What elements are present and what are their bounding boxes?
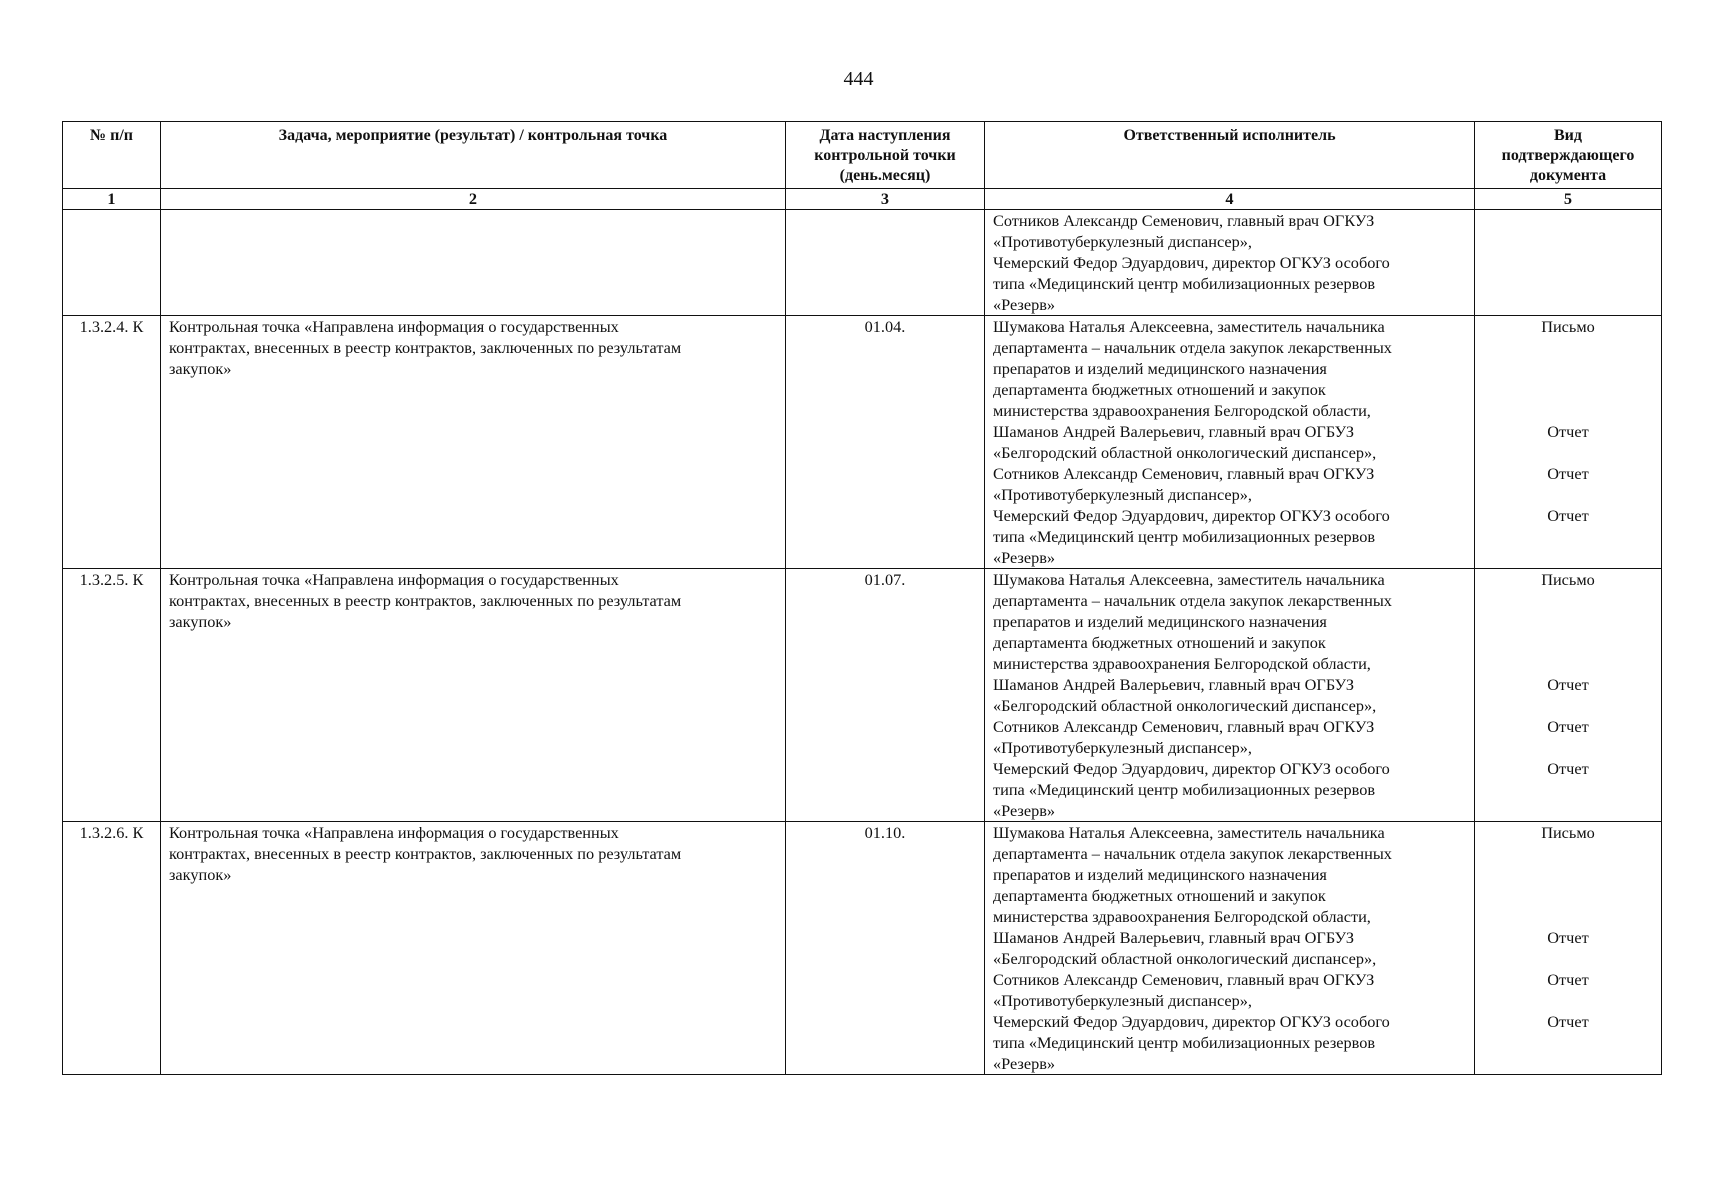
header-document-line: Вид (1554, 127, 1582, 144)
header-document-line: документа (1529, 167, 1607, 184)
executor-line: «Противотуберкулезный диспансер», (993, 738, 1252, 757)
document-type: Отчет (1547, 1012, 1589, 1031)
executor-line: «Белгородский областной онкологический диспансер», (993, 949, 1377, 968)
task-line: Контрольная точка «Направлена информация о государственных (169, 823, 619, 842)
header-row (63, 122, 1662, 189)
header-date (786, 122, 985, 189)
document-type: Письмо (1541, 823, 1595, 842)
column-number: 3 (786, 189, 985, 210)
executor-line: Шумакова Наталья Алексеевна, заместитель начальника (993, 570, 1385, 589)
document-type: Письмо (1541, 317, 1595, 336)
task-line: закупок» (169, 359, 232, 378)
document-type: Отчет (1547, 970, 1589, 989)
executor-line: департамента – начальник отдела закупок лекарственных (993, 338, 1392, 357)
page-number: 444 (843, 68, 874, 90)
cell-date (786, 210, 985, 316)
cell-task (161, 822, 786, 1075)
cell-number: 1.3.2.5. К (63, 569, 161, 822)
cell-number (63, 210, 161, 316)
header-executor: Ответственный исполнитель (985, 122, 1475, 189)
document-type (1483, 611, 1653, 632)
task-line: контрактах, внесенных в реестр контрактов, заключенных по результатам (169, 338, 682, 357)
header-document (1475, 122, 1662, 189)
cell-date: 01.10. (786, 822, 985, 1075)
document-type (1483, 948, 1653, 969)
control-points-table (62, 121, 1662, 1075)
executor-line: «Резерв» (993, 548, 1056, 567)
document-type (1483, 653, 1653, 674)
executor-line: министерства здравоохранения Белгородской области, (993, 907, 1371, 926)
document-type (1483, 442, 1653, 463)
cell-task (161, 316, 786, 569)
executor-line: Шаманов Андрей Валерьевич, главный врач ОГБУЗ (993, 675, 1355, 694)
executor-line: Сотников Александр Семенович, главный врач ОГКУЗ (993, 211, 1375, 230)
cell-task (161, 569, 786, 822)
document-type: Отчет (1547, 464, 1589, 483)
task-line: Контрольная точка «Направлена информация о государственных (169, 317, 619, 336)
executor-line: департамента – начальник отдела закупок лекарственных (993, 591, 1392, 610)
header-task: Задача, мероприятие (результат) / контрольная точка (161, 122, 786, 189)
table-row (63, 822, 1662, 1075)
executor-line: «Резерв» (993, 295, 1056, 314)
task-line: Контрольная точка «Направлена информация о государственных (169, 570, 619, 589)
column-number: 1 (63, 189, 161, 210)
executor-line: департамента бюджетных отношений и закупок (993, 886, 1326, 905)
executor-line: Сотников Александр Семенович, главный врач ОГКУЗ (993, 717, 1375, 736)
continuation-row (63, 210, 1662, 316)
executor-line: Чемерский Федор Эдуардович, директор ОГКУЗ особого (993, 506, 1390, 525)
document-type (1483, 737, 1653, 758)
cell-number: 1.3.2.6. К (63, 822, 161, 1075)
header-number: № п/п (63, 122, 161, 189)
cell-executor (985, 316, 1475, 569)
executor-line: Чемерский Федор Эдуардович, директор ОГКУЗ особого (993, 1012, 1390, 1031)
column-number: 2 (161, 189, 786, 210)
task-line: контрактах, внесенных в реестр контрактов, заключенных по результатам (169, 844, 682, 863)
executor-line: Шаманов Андрей Валерьевич, главный врач ОГБУЗ (993, 422, 1355, 441)
header-date-line: (день.месяц) (839, 167, 931, 184)
executor-line: «Белгородский областной онкологический диспансер», (993, 696, 1377, 715)
executor-line: департамента – начальник отдела закупок лекарственных (993, 844, 1392, 863)
cell-document (1475, 822, 1662, 1075)
executor-line: Чемерский Федор Эдуардович, директор ОГКУЗ особого (993, 253, 1390, 272)
executor-line: министерства здравоохранения Белгородской области, (993, 401, 1371, 420)
cell-executor (985, 822, 1475, 1075)
executor-line: типа «Медицинский центр мобилизационных резервов (993, 274, 1376, 293)
executor-line: Шумакова Наталья Алексеевна, заместитель начальника (993, 317, 1385, 336)
cell-executor (985, 210, 1475, 316)
column-number: 4 (985, 189, 1475, 210)
cell-document (1475, 210, 1662, 316)
document-type: Письмо (1541, 570, 1595, 589)
cell-date: 01.04. (786, 316, 985, 569)
executor-line: «Противотуберкулезный диспансер», (993, 991, 1252, 1010)
cell-executor (985, 569, 1475, 822)
document-type: Отчет (1547, 717, 1589, 736)
executor-line: «Противотуберкулезный диспансер», (993, 232, 1252, 251)
executor-line: «Резерв» (993, 1054, 1056, 1073)
executor-line: препаратов и изделий медицинского назначения (993, 865, 1327, 884)
executor-line: типа «Медицинский центр мобилизационных резервов (993, 780, 1376, 799)
document-type (1483, 695, 1653, 716)
table-row (63, 569, 1662, 822)
cell-document (1475, 569, 1662, 822)
executor-line: министерства здравоохранения Белгородской области, (993, 654, 1371, 673)
executor-line: «Противотуберкулезный диспансер», (993, 485, 1252, 504)
cell-task (161, 210, 786, 316)
task-line: контрактах, внесенных в реестр контрактов, заключенных по результатам (169, 591, 682, 610)
document-type: Отчет (1547, 506, 1589, 525)
executor-line: препаратов и изделий медицинского назначения (993, 612, 1327, 631)
document-type: Отчет (1547, 759, 1589, 778)
executor-line: департамента бюджетных отношений и закупок (993, 380, 1326, 399)
task-line: закупок» (169, 612, 232, 631)
header-date-line: Дата наступления (819, 127, 951, 144)
document-type (1483, 990, 1653, 1011)
document-type (1483, 379, 1653, 400)
executor-line: Шаманов Андрей Валерьевич, главный врач ОГБУЗ (993, 928, 1355, 947)
column-number: 5 (1475, 189, 1662, 210)
executor-line: «Белгородский областной онкологический диспансер», (993, 443, 1377, 462)
column-numbers-row (63, 189, 1662, 210)
executor-line: Сотников Александр Семенович, главный врач ОГКУЗ (993, 970, 1375, 989)
table-row (63, 316, 1662, 569)
document-type: Отчет (1547, 928, 1589, 947)
cell-number: 1.3.2.4. К (63, 316, 161, 569)
executor-line: типа «Медицинский центр мобилизационных резервов (993, 527, 1376, 546)
document-type (1483, 400, 1653, 421)
executor-line: Чемерский Федор Эдуардович, директор ОГКУЗ особого (993, 759, 1390, 778)
document-type (1483, 632, 1653, 653)
executor-line: департамента бюджетных отношений и закупок (993, 633, 1326, 652)
header-document-line: подтверждающего (1501, 147, 1635, 164)
document-type (1483, 843, 1653, 864)
document-type (1483, 484, 1653, 505)
document-type (1483, 864, 1653, 885)
document-type (1483, 906, 1653, 927)
cell-document (1475, 316, 1662, 569)
task-line: закупок» (169, 865, 232, 884)
document-type: Отчет (1547, 675, 1589, 694)
executor-line: препаратов и изделий медицинского назначения (993, 359, 1327, 378)
header-date-line: контрольной точки (814, 147, 956, 164)
executor-line: Шумакова Наталья Алексеевна, заместитель начальника (993, 823, 1385, 842)
document-type (1483, 590, 1653, 611)
document-type (1483, 337, 1653, 358)
document-type (1483, 885, 1653, 906)
executor-line: типа «Медицинский центр мобилизационных резервов (993, 1033, 1376, 1052)
document-type: Отчет (1547, 422, 1589, 441)
executor-line: Сотников Александр Семенович, главный врач ОГКУЗ (993, 464, 1375, 483)
document-type (1483, 358, 1653, 379)
cell-date: 01.07. (786, 569, 985, 822)
executor-line: «Резерв» (993, 801, 1056, 820)
